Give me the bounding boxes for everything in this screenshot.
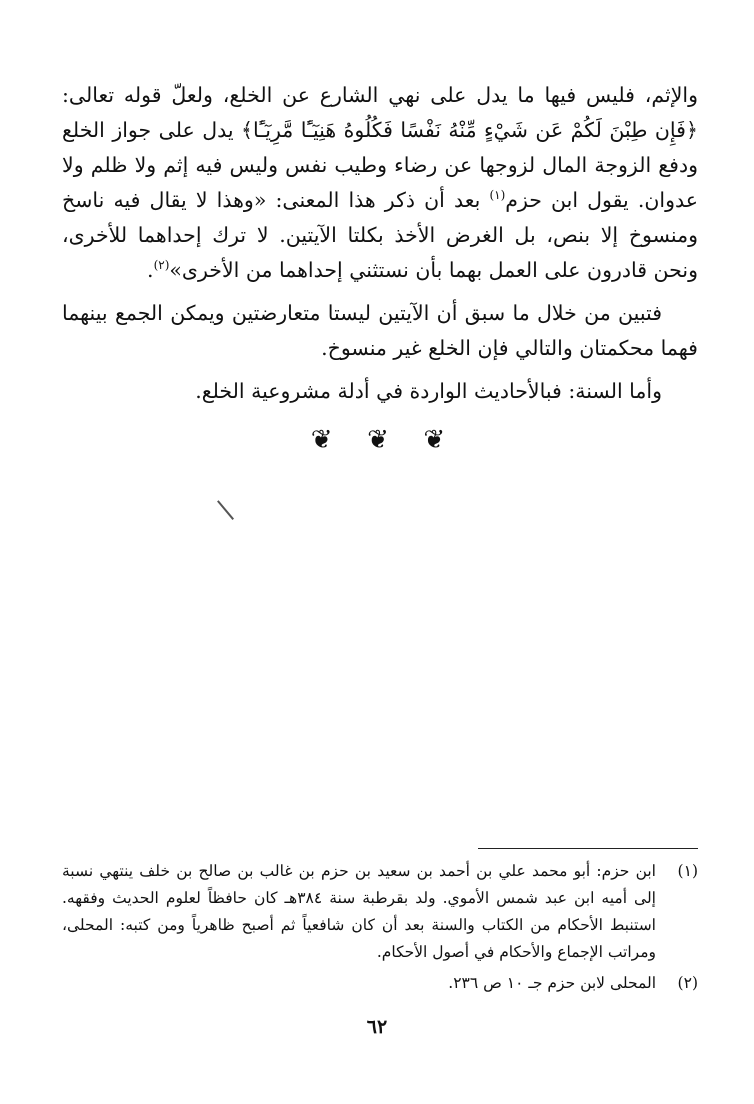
footnote-1	[62, 858, 698, 966]
footnote-text: المحلى لابن حزم جـ ١٠ ص ٢٣٦.	[448, 974, 656, 992]
main-text	[62, 78, 698, 459]
footnote-text: ابن حزم: أبو محمد علي بن أحمد بن سعيد بن حزم بن غالب بن صالح بن خلف ينتهي نسبة إلى أميه ابن عبد شمس الأموي. ولد بقرطبة سنة ٣٨٤هـ كان حافظاً لعلوم الحديث وفقهه. استنبط الأحكام من الكتاب والسنة بعد أن كان شافعياً ثم أصبح ظاهرياً ومن كتبه: المحلى، ومراتب الإجماع والأحكام في أصول الأحكام.	[62, 862, 656, 961]
footnote-divider	[478, 848, 698, 849]
paragraph-1-text: يدل على جواز الخلع ودفع الزوجة المال لزوجها عن رضاء وطيب نفس وليس فيه إثم ولا ظلم ولا عدوان. يقول ابن حزم	[62, 118, 698, 212]
ornament-icon: ❦	[367, 425, 393, 455]
section-ornament	[62, 423, 698, 459]
stray-pen-mark	[217, 500, 234, 519]
paragraph-1-line-1: والإثم، فليس فيها ما يدل على نهي الشارع عن الخلع، ولعلّ قوله تعالى:	[62, 83, 698, 107]
quran-verse: ﴿فَإِن طِبْنَ لَكُمْ عَن شَيْءٍ مِّنْهُ نَفْسًا فَكُلُوهُ هَنِيٓـًٔا مَّرِيٓـًٔا﴾	[241, 118, 698, 142]
footnote-ref-1[interactable]: (١)	[489, 188, 506, 203]
footnote-2	[62, 970, 698, 997]
footnote-ref-2[interactable]: (٢)	[153, 258, 170, 273]
ornament-icon: ❦	[423, 425, 450, 455]
paragraph-1-quote: بعد أن ذكر هذا المعنى: «وهذا لا يقال فيه ناسخ ومنسوخ إلا بنص، بل الغرض الأخذ بكلتا الآيتين. لا ترك إحداهما للأخرى، ونحن قادرون على العمل بهما بأن نستثني إحداهما من الأخرى»	[62, 188, 698, 282]
footnotes	[62, 858, 698, 1001]
paragraph-1-end: .	[147, 258, 154, 282]
ornament-icon: ❦	[310, 425, 337, 455]
paragraph-3: وأما السنة: فبالأحاديث الواردة في أدلة مشروعية الخلع.	[195, 379, 662, 403]
page-number: ٦٢	[366, 1016, 388, 1038]
paragraph-2: فتبين من خلال ما سبق أن الآيتين ليستا متعارضتين ويمكن الجمع بينهما فهما محكمتان والتالي فإن الخلع غير منسوخ.	[62, 301, 698, 360]
footnote-number: (٢)	[677, 974, 698, 992]
footnote-number: (١)	[677, 862, 698, 880]
paragraph-1	[62, 78, 698, 288]
